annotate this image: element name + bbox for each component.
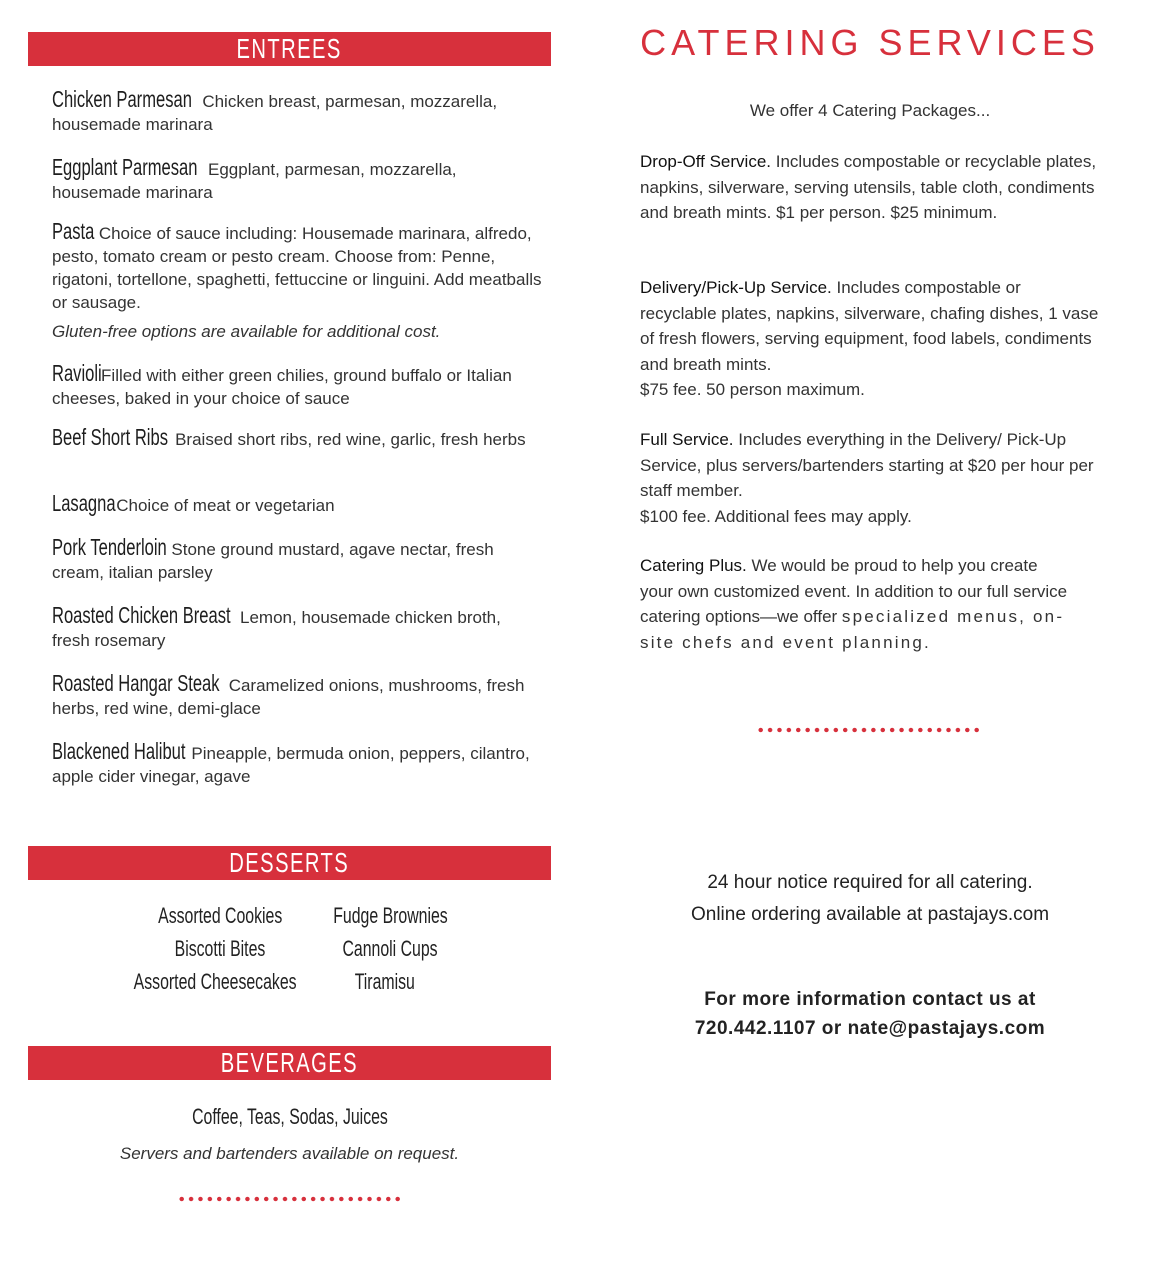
package-price: $100 fee. Additional fees may apply. bbox=[640, 506, 912, 526]
online-ordering: Online ordering available at pastajays.com bbox=[690, 904, 1050, 925]
entree-name: Lasagna bbox=[52, 490, 116, 516]
entree-item bbox=[52, 426, 542, 451]
entree-desc: Caramelized onions, mushrooms, fresh herbs, red wine, demi-glace bbox=[52, 676, 525, 718]
dessert-item: Assorted Cheesecakes bbox=[133, 969, 297, 994]
entrees-header: ENTREES bbox=[28, 32, 551, 66]
entree-item bbox=[52, 740, 542, 788]
package-drop-off bbox=[640, 149, 1100, 226]
package-catering-plus bbox=[640, 553, 1070, 655]
desserts-header: DESSERTS bbox=[28, 846, 551, 880]
entree-desc: Filled with either green chilies, ground buffalo or Italian cheeses, baked in your choice of sauce bbox=[52, 366, 512, 408]
dotted-divider bbox=[177, 1196, 403, 1202]
package-text: We would be proud to help you create your own customized event. In addition to our full service catering options—we offer bbox=[640, 556, 1068, 626]
entree-item bbox=[52, 536, 542, 584]
entree-desc: Stone ground mustard, agave nectar, fresh cream, italian parsley bbox=[52, 540, 494, 582]
dessert-item: Fudge Brownies bbox=[332, 903, 448, 928]
package-text: Includes everything in the Delivery/ Pick-Up Service, plus servers/bartenders starting at $20 per hour per staff member. bbox=[640, 430, 1094, 500]
package-text: Includes compostable or recyclable plates, napkins, silverware, chafing dishes, 1 vase of fresh flowers, serving equipment, food labels, condiments and breath mints. bbox=[640, 278, 1099, 374]
entree-name: Roasted Chicken Breast bbox=[52, 602, 231, 628]
entree-name: Ravioli bbox=[52, 360, 102, 386]
dessert-item: Tiramisu bbox=[354, 969, 416, 994]
entree-item bbox=[52, 492, 542, 517]
package-name: Delivery/Pick-Up Service. bbox=[640, 278, 832, 297]
gluten-free-note: Gluten-free options are available for additional cost. bbox=[52, 322, 441, 341]
entree-item bbox=[52, 362, 542, 410]
entree-name: Blackened Halibut bbox=[52, 738, 186, 764]
entree-item bbox=[52, 220, 542, 314]
package-text-extra: specialized menus, on-site chefs and event planning. bbox=[640, 607, 1065, 652]
entree-name: Eggplant Parmesan bbox=[52, 154, 198, 180]
entree-name: Pasta bbox=[52, 218, 95, 244]
dessert-item: Biscotti Bites bbox=[174, 936, 266, 961]
entree-desc: Pineapple, bermuda onion, peppers, cilantro, apple cider vinegar, agave bbox=[52, 744, 530, 786]
entree-name: Pork Tenderloin bbox=[52, 534, 167, 560]
entree-desc: Lemon, housemade chicken broth, fresh rosemary bbox=[52, 608, 501, 650]
package-name: Full Service. bbox=[640, 430, 734, 449]
beverages-note: Servers and bartenders available on request. bbox=[119, 1144, 460, 1163]
entree-desc: Chicken breast, parmesan, mozzarella, housemade marinara bbox=[52, 92, 498, 134]
notice-text: 24 hour notice required for all catering. bbox=[707, 872, 1033, 893]
entree-item bbox=[52, 604, 542, 652]
entree-desc: Choice of sauce including: Housemade marinara, alfredo, pesto, tomato cream or pesto cream. Choose from: Penne, rigatoni, tortellone, spaghetti, fettuccine or linguini. Add meatballs or sausage. bbox=[52, 224, 542, 312]
package-full-service bbox=[640, 427, 1100, 529]
catering-title: CATERING SERVICES bbox=[640, 22, 1100, 63]
entree-item bbox=[52, 88, 542, 136]
entree-name: Roasted Hangar Steak bbox=[52, 670, 220, 696]
entree-desc: Eggplant, parmesan, mozzarella, housemade marinara bbox=[52, 160, 457, 202]
package-price: $1 per person. $25 minimum. bbox=[776, 203, 998, 222]
dotted-divider bbox=[756, 727, 982, 733]
package-name: Catering Plus. bbox=[640, 556, 747, 575]
entree-name: Chicken Parmesan bbox=[52, 86, 192, 112]
dessert-item: Assorted Cookies bbox=[157, 903, 283, 928]
contact-details: 720.442.1107 or nate@pastajays.com bbox=[694, 1018, 1046, 1039]
entree-item bbox=[52, 156, 542, 204]
entree-name: Beef Short Ribs bbox=[52, 424, 168, 450]
package-delivery-pickup bbox=[640, 275, 1100, 403]
beverages-list: Coffee, Teas, Sodas, Juices bbox=[191, 1104, 388, 1129]
entree-desc: Braised short ribs, red wine, garlic, fresh herbs bbox=[175, 430, 526, 449]
catering-intro: We offer 4 Catering Packages... bbox=[749, 101, 991, 120]
beverages-header: BEVERAGES bbox=[28, 1046, 551, 1080]
entree-desc: Choice of meat or vegetarian bbox=[116, 496, 335, 515]
package-price: $75 fee. 50 person maximum. bbox=[640, 380, 865, 399]
package-text: Includes compostable or recyclable plates, napkins, silverware, serving utensils, table cloth, condiments and breath mints. bbox=[640, 152, 1097, 222]
dessert-item: Cannoli Cups bbox=[342, 936, 438, 961]
contact-line: For more information contact us at bbox=[704, 989, 1036, 1010]
entree-item bbox=[52, 672, 542, 720]
package-name: Drop-Off Service. bbox=[640, 152, 772, 171]
